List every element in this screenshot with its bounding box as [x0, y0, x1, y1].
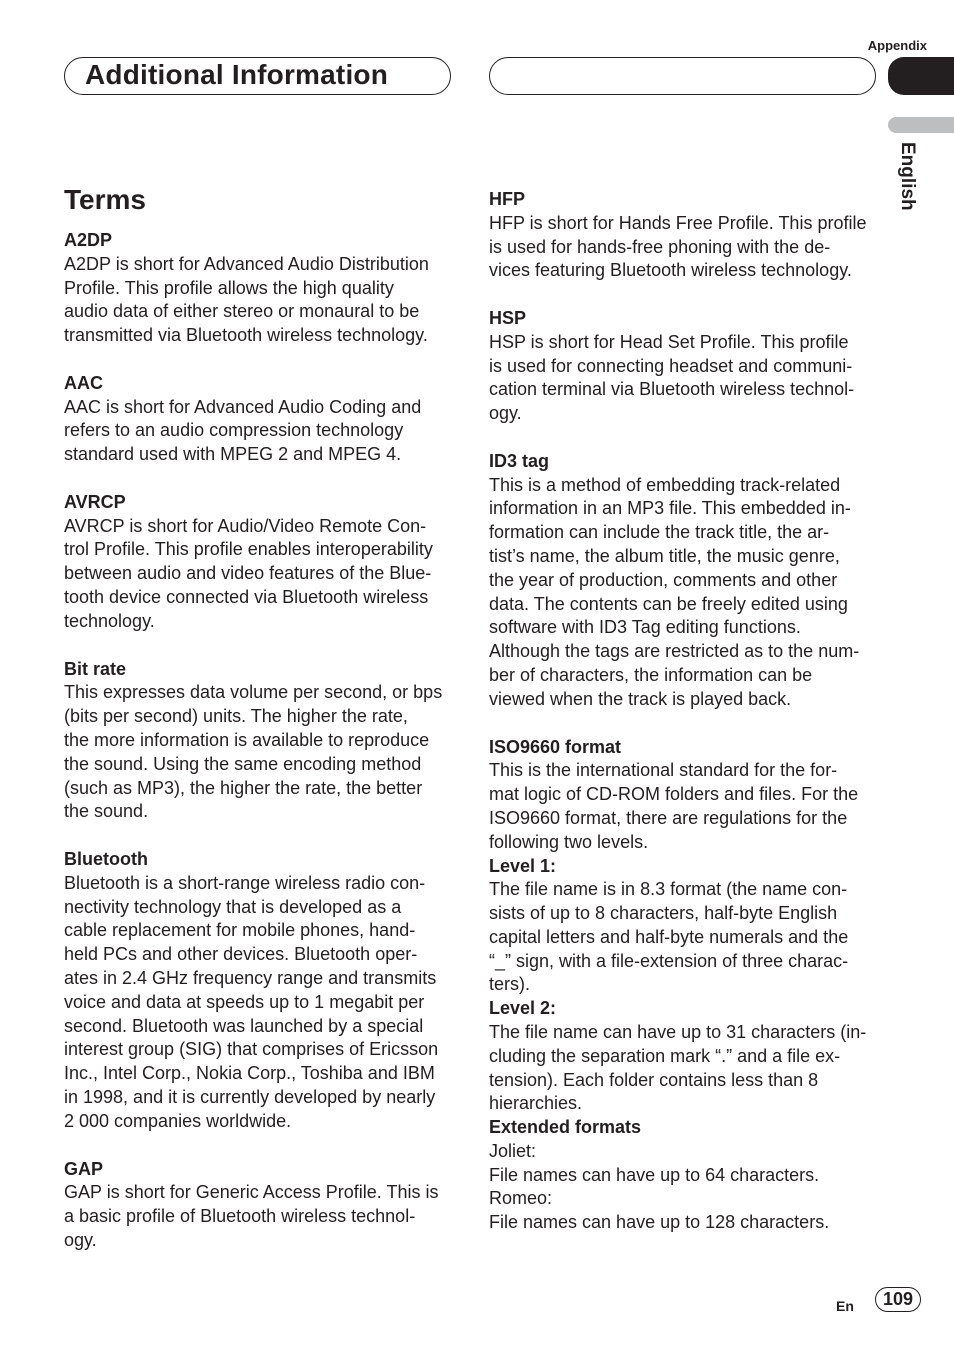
term-description: HFP is short for Hands Free Profile. This profile is used for hands-free phoning with the de- vices featuring Bluetooth wireless technology.	[489, 212, 867, 281]
term-title: A2DP	[64, 230, 113, 250]
level-1-description: The file name is in 8.3 format (the name con- sists of up to 8 characters, half-byte English capital letters and half-byte numerals and the “_” sign, with a file-extension of three charac- ters).	[489, 879, 849, 995]
term-description: AAC is short for Advanced Audio Coding and refers to an audio compression technology standard used with MPEG 2 and MPEG 4.	[64, 396, 422, 465]
empty-header-box	[489, 57, 876, 95]
level-2-description: The file name can have up to 31 characters (in- cluding the separation mark “.” and a file ex- tension). Each folder contains less than 8 hierarchies.	[489, 1021, 867, 1114]
section-title: Additional Information	[85, 59, 389, 90]
level-1-title: Level 1:	[489, 855, 557, 876]
page-number: 109	[875, 1287, 921, 1312]
term-entry-iso9660	[489, 736, 879, 1235]
footer-language-code: En	[836, 1298, 854, 1314]
language-tab-marker	[888, 117, 954, 133]
chapter-tab-marker	[888, 57, 954, 95]
appendix-label: Appendix	[867, 38, 927, 53]
term-description: This expresses data volume per second, or bps (bits per second) units. The higher the rate, the more information is available to reproduce the sound. Using the same encoding method (such as MP3), the higher the rate, the better the sound.	[64, 682, 443, 822]
extended-formats-description: Joliet: File names can have up to 64 characters. Romeo: File names can have up to 128 characters.	[489, 1140, 830, 1233]
right-column	[489, 188, 879, 1259]
term-description: This is the international standard for the for- mat logic of CD-ROM folders and files. For the ISO9660 format, there are regulations for the following two levels.	[489, 760, 859, 852]
section-header-box	[64, 57, 451, 95]
term-entry-bit-rate	[64, 658, 454, 824]
page-title: Terms	[64, 184, 146, 215]
term-entry-bluetooth	[64, 848, 454, 1133]
term-title: AAC	[64, 372, 103, 393]
term-entry-aac	[64, 372, 454, 467]
term-title: ID3 tag	[489, 450, 550, 471]
term-description: GAP is short for Generic Access Profile. This is a basic profile of Bluetooth wireless technol- ogy.	[64, 1182, 439, 1250]
left-column	[64, 229, 454, 1277]
term-description: Bluetooth is a short-range wireless radio con- nectivity technology that is developed as a cable replacement for mobile phones, hand- held PCs and other devices. Bluetooth oper- ates in 2.4 GHz frequency range and transmits voice and data at speeds up to 1 megabit per second. Bluetooth was launched by a special interest group (SIG) that comprises of Ericsson Inc., Intel Corp., Nokia Corp., Toshiba and IBM in 1998, and it is currently developed by nearly 2 000 companies worldwide.	[64, 872, 439, 1131]
term-entry-a2dp	[64, 229, 454, 348]
term-description: This is a method of embedding track-related information in an MP3 file. This embedded in- formation can include the track title, the ar- tist’s name, the album title, the music genre, the year of production, comments and other data. The contents can be freely edited using software with ID3 Tag editing functions. Although the tags are restricted as to the num- ber of characters, the information can be viewed when the track is played back.	[489, 474, 860, 709]
term-entry-avrcp	[64, 491, 454, 634]
term-description: A2DP is short for Advanced Audio Distribution Profile. This profile allows the high quality audio data of either stereo or monaural to be transmitted via Bluetooth wireless technology.	[64, 253, 429, 346]
level-2-title: Level 2:	[489, 998, 557, 1019]
term-title: HFP	[489, 189, 525, 209]
language-label: English	[897, 142, 918, 211]
term-description: HSP is short for Head Set Profile. This profile is used for connecting headset and communi- cation terminal via Bluetooth wireless technol- ogy.	[489, 331, 855, 424]
term-title: HSP	[489, 308, 527, 329]
term-title: Bluetooth	[64, 849, 148, 870]
term-entry-hfp	[489, 188, 879, 283]
term-title: GAP	[64, 1158, 104, 1179]
term-entry-id3-tag	[489, 450, 879, 712]
term-title: ISO9660 format	[489, 736, 622, 757]
term-entry-hsp	[489, 307, 879, 426]
term-entry-gap	[64, 1158, 454, 1253]
term-title: Bit rate	[64, 658, 127, 679]
term-title: AVRCP	[64, 491, 126, 512]
term-description: AVRCP is short for Audio/Video Remote Con- trol Profile. This profile enables interoperability between audio and video features of the Blue- tooth device connected via Bluetooth wireless technology.	[64, 515, 433, 631]
extended-formats-title: Extended formats	[489, 1117, 642, 1138]
